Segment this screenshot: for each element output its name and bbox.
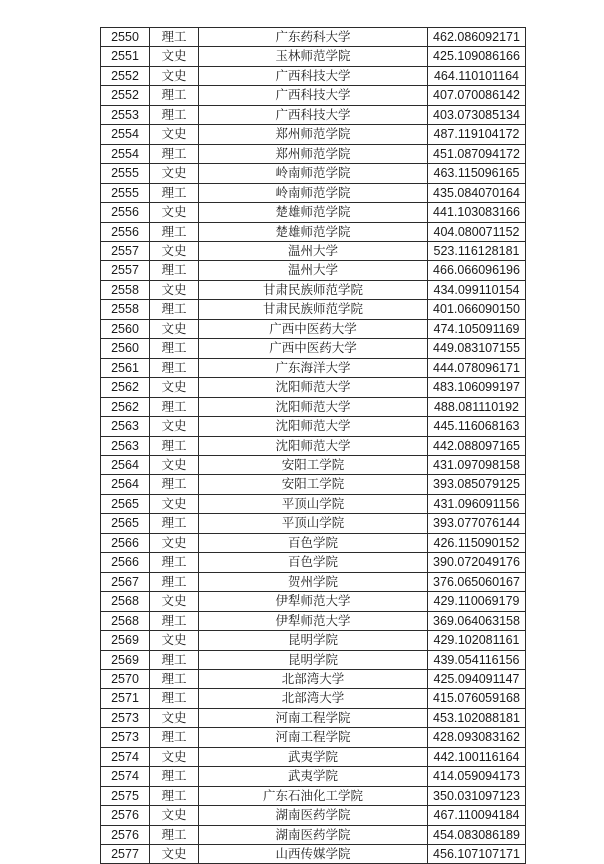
table-row	[101, 66, 526, 85]
cell-category: 理工	[150, 669, 199, 688]
table-row	[101, 358, 526, 377]
cell-score: 487.119104172	[428, 125, 526, 144]
cell-category: 理工	[150, 397, 199, 416]
cell-score: 390.072049176	[428, 553, 526, 572]
cell-sequence-number: 2565	[101, 494, 150, 513]
cell-sequence-number: 2577	[101, 845, 150, 864]
table-row	[101, 514, 526, 533]
cell-institution-name: 湖南医药学院	[199, 806, 428, 825]
cell-score: 401.066090150	[428, 300, 526, 319]
cell-sequence-number: 2573	[101, 728, 150, 747]
cell-institution-name: 温州大学	[199, 261, 428, 280]
cell-category: 文史	[150, 66, 199, 85]
cell-sequence-number: 2574	[101, 767, 150, 786]
cell-category: 理工	[150, 650, 199, 669]
cell-score: 451.087094172	[428, 144, 526, 163]
cell-institution-name: 北部湾大学	[199, 669, 428, 688]
cell-institution-name: 楚雄师范学院	[199, 222, 428, 241]
cell-sequence-number: 2567	[101, 572, 150, 591]
table-row	[101, 845, 526, 864]
cell-category: 理工	[150, 183, 199, 202]
cell-score: 456.107107171	[428, 845, 526, 864]
cell-category: 文史	[150, 164, 199, 183]
table-row	[101, 203, 526, 222]
cell-score: 462.086092171	[428, 28, 526, 47]
cell-institution-name: 昆明学院	[199, 631, 428, 650]
table-body	[101, 28, 526, 864]
cell-sequence-number: 2558	[101, 280, 150, 299]
cell-score: 464.110101164	[428, 66, 526, 85]
cell-sequence-number: 2560	[101, 319, 150, 338]
table-row	[101, 611, 526, 630]
table-row	[101, 553, 526, 572]
cell-sequence-number: 2576	[101, 806, 150, 825]
table-row	[101, 572, 526, 591]
cell-sequence-number: 2565	[101, 514, 150, 533]
cell-institution-name: 沈阳师范大学	[199, 397, 428, 416]
cell-institution-name: 平顶山学院	[199, 494, 428, 513]
table-row	[101, 708, 526, 727]
cell-sequence-number: 2568	[101, 611, 150, 630]
cell-sequence-number: 2576	[101, 825, 150, 844]
cell-category: 理工	[150, 611, 199, 630]
cell-institution-name: 甘肃民族师范学院	[199, 300, 428, 319]
cell-score: 523.116128181	[428, 241, 526, 260]
cell-sequence-number: 2552	[101, 66, 150, 85]
cell-institution-name: 北部湾大学	[199, 689, 428, 708]
cell-sequence-number: 2563	[101, 417, 150, 436]
table-row	[101, 397, 526, 416]
cell-institution-name: 沈阳师范大学	[199, 378, 428, 397]
cell-score: 426.115090152	[428, 533, 526, 552]
cell-category: 文史	[150, 533, 199, 552]
cell-institution-name: 郑州师范学院	[199, 125, 428, 144]
cell-sequence-number: 2557	[101, 241, 150, 260]
cell-score: 431.096091156	[428, 494, 526, 513]
cell-score: 415.076059168	[428, 689, 526, 708]
cell-score: 488.081110192	[428, 397, 526, 416]
cell-institution-name: 广西科技大学	[199, 86, 428, 105]
cell-score: 454.083086189	[428, 825, 526, 844]
cell-score: 431.097098158	[428, 455, 526, 474]
cell-sequence-number: 2561	[101, 358, 150, 377]
table-row	[101, 378, 526, 397]
cell-institution-name: 平顶山学院	[199, 514, 428, 533]
cell-score: 393.085079125	[428, 475, 526, 494]
cell-score: 441.103083166	[428, 203, 526, 222]
cell-sequence-number: 2568	[101, 592, 150, 611]
cell-sequence-number: 2558	[101, 300, 150, 319]
table-row	[101, 300, 526, 319]
cell-category: 理工	[150, 261, 199, 280]
cell-institution-name: 贺州学院	[199, 572, 428, 591]
table-row	[101, 241, 526, 260]
table-row	[101, 105, 526, 124]
cell-sequence-number: 2573	[101, 708, 150, 727]
cell-category: 文史	[150, 280, 199, 299]
cell-sequence-number: 2569	[101, 650, 150, 669]
cell-score: 439.054116156	[428, 650, 526, 669]
table-row	[101, 319, 526, 338]
cell-sequence-number: 2555	[101, 164, 150, 183]
cell-sequence-number: 2566	[101, 533, 150, 552]
cell-category: 文史	[150, 203, 199, 222]
cell-score: 449.083107155	[428, 339, 526, 358]
cell-institution-name: 伊犁师范大学	[199, 592, 428, 611]
cell-sequence-number: 2550	[101, 28, 150, 47]
table-row	[101, 144, 526, 163]
cell-sequence-number: 2569	[101, 631, 150, 650]
cell-score: 453.102088181	[428, 708, 526, 727]
cell-sequence-number: 2551	[101, 47, 150, 66]
table-row	[101, 669, 526, 688]
cell-sequence-number: 2563	[101, 436, 150, 455]
cell-score: 435.084070164	[428, 183, 526, 202]
cell-category: 理工	[150, 28, 199, 47]
cell-score: 414.059094173	[428, 767, 526, 786]
cell-category: 理工	[150, 514, 199, 533]
cell-score: 445.116068163	[428, 417, 526, 436]
cell-institution-name: 广西中医药大学	[199, 319, 428, 338]
cell-score: 376.065060167	[428, 572, 526, 591]
cell-category: 理工	[150, 767, 199, 786]
cell-category: 文史	[150, 708, 199, 727]
cell-institution-name: 湖南医药学院	[199, 825, 428, 844]
cell-score: 444.078096171	[428, 358, 526, 377]
table-row	[101, 806, 526, 825]
table-row	[101, 47, 526, 66]
cell-sequence-number: 2555	[101, 183, 150, 202]
cell-category: 文史	[150, 806, 199, 825]
cell-category: 理工	[150, 689, 199, 708]
cell-institution-name: 广西科技大学	[199, 66, 428, 85]
table-row	[101, 222, 526, 241]
cell-institution-name: 武夷学院	[199, 767, 428, 786]
cell-category: 理工	[150, 572, 199, 591]
cell-sequence-number: 2552	[101, 86, 150, 105]
cell-score: 463.115096165	[428, 164, 526, 183]
cell-category: 理工	[150, 553, 199, 572]
cell-sequence-number: 2564	[101, 475, 150, 494]
cell-category: 文史	[150, 319, 199, 338]
cell-score: 425.094091147	[428, 669, 526, 688]
cell-sequence-number: 2575	[101, 786, 150, 805]
cell-score: 429.110069179	[428, 592, 526, 611]
table-row	[101, 767, 526, 786]
cell-institution-name: 武夷学院	[199, 747, 428, 766]
cell-institution-name: 沈阳师范大学	[199, 417, 428, 436]
cell-score: 425.109086166	[428, 47, 526, 66]
cell-sequence-number: 2562	[101, 397, 150, 416]
cell-score: 467.110094184	[428, 806, 526, 825]
cell-institution-name: 安阳工学院	[199, 475, 428, 494]
cell-institution-name: 河南工程学院	[199, 728, 428, 747]
cell-score: 404.080071152	[428, 222, 526, 241]
cell-sequence-number: 2571	[101, 689, 150, 708]
cell-category: 文史	[150, 125, 199, 144]
cell-score: 393.077076144	[428, 514, 526, 533]
cell-category: 文史	[150, 378, 199, 397]
cell-category: 文史	[150, 845, 199, 864]
cell-sequence-number: 2556	[101, 222, 150, 241]
table-row	[101, 494, 526, 513]
cell-category: 理工	[150, 300, 199, 319]
table-row	[101, 592, 526, 611]
cell-score: 474.105091169	[428, 319, 526, 338]
cell-institution-name: 玉林师范学院	[199, 47, 428, 66]
cell-institution-name: 伊犁师范大学	[199, 611, 428, 630]
table-row	[101, 825, 526, 844]
table-row	[101, 164, 526, 183]
cell-category: 理工	[150, 436, 199, 455]
cell-institution-name: 岭南师范学院	[199, 164, 428, 183]
cell-sequence-number: 2566	[101, 553, 150, 572]
cell-category: 文史	[150, 455, 199, 474]
cell-score: 434.099110154	[428, 280, 526, 299]
cell-score: 442.100116164	[428, 747, 526, 766]
cell-institution-name: 郑州师范学院	[199, 144, 428, 163]
cell-category: 文史	[150, 417, 199, 436]
table-row	[101, 455, 526, 474]
table-row	[101, 728, 526, 747]
cell-institution-name: 河南工程学院	[199, 708, 428, 727]
cell-sequence-number: 2564	[101, 455, 150, 474]
cell-institution-name: 百色学院	[199, 553, 428, 572]
cell-category: 理工	[150, 825, 199, 844]
cell-sequence-number: 2570	[101, 669, 150, 688]
cell-score: 350.031097123	[428, 786, 526, 805]
cell-score: 466.066096196	[428, 261, 526, 280]
cell-institution-name: 广东海洋大学	[199, 358, 428, 377]
table-row	[101, 339, 526, 358]
cell-category: 理工	[150, 786, 199, 805]
cell-category: 文史	[150, 747, 199, 766]
cell-category: 文史	[150, 592, 199, 611]
cell-category: 理工	[150, 105, 199, 124]
table-row	[101, 261, 526, 280]
cell-category: 理工	[150, 358, 199, 377]
cell-institution-name: 山西传媒学院	[199, 845, 428, 864]
table-row	[101, 631, 526, 650]
cell-institution-name: 广东石油化工学院	[199, 786, 428, 805]
cell-institution-name: 楚雄师范学院	[199, 203, 428, 222]
cell-category: 理工	[150, 86, 199, 105]
table-row	[101, 650, 526, 669]
cell-sequence-number: 2554	[101, 144, 150, 163]
cell-score: 369.064063158	[428, 611, 526, 630]
cell-institution-name: 甘肃民族师范学院	[199, 280, 428, 299]
table-row	[101, 533, 526, 552]
table-row	[101, 475, 526, 494]
cell-sequence-number: 2574	[101, 747, 150, 766]
table-row	[101, 280, 526, 299]
cell-sequence-number: 2560	[101, 339, 150, 358]
cell-sequence-number: 2556	[101, 203, 150, 222]
cell-institution-name: 广西科技大学	[199, 105, 428, 124]
table-row	[101, 417, 526, 436]
table-row	[101, 786, 526, 805]
cell-institution-name: 安阳工学院	[199, 455, 428, 474]
table-row	[101, 28, 526, 47]
cell-sequence-number: 2553	[101, 105, 150, 124]
cell-institution-name: 岭南师范学院	[199, 183, 428, 202]
cell-category: 理工	[150, 339, 199, 358]
cell-category: 文史	[150, 494, 199, 513]
cell-institution-name: 温州大学	[199, 241, 428, 260]
cell-category: 理工	[150, 222, 199, 241]
cell-category: 理工	[150, 144, 199, 163]
cell-institution-name: 广东药科大学	[199, 28, 428, 47]
cell-score: 407.070086142	[428, 86, 526, 105]
table-row	[101, 436, 526, 455]
cell-category: 理工	[150, 475, 199, 494]
table-row	[101, 747, 526, 766]
cell-category: 文史	[150, 47, 199, 66]
table-row	[101, 125, 526, 144]
cell-sequence-number: 2554	[101, 125, 150, 144]
cell-category: 文史	[150, 631, 199, 650]
cell-score: 403.073085134	[428, 105, 526, 124]
table-row	[101, 86, 526, 105]
cell-sequence-number: 2557	[101, 261, 150, 280]
cell-score: 442.088097165	[428, 436, 526, 455]
table-row	[101, 689, 526, 708]
cell-category: 理工	[150, 728, 199, 747]
cell-institution-name: 沈阳师范大学	[199, 436, 428, 455]
cell-institution-name: 百色学院	[199, 533, 428, 552]
cell-institution-name: 广西中医药大学	[199, 339, 428, 358]
table-row	[101, 183, 526, 202]
admission-score-table	[100, 27, 526, 864]
cell-score: 483.106099197	[428, 378, 526, 397]
cell-score: 429.102081161	[428, 631, 526, 650]
cell-institution-name: 昆明学院	[199, 650, 428, 669]
cell-category: 文史	[150, 241, 199, 260]
cell-score: 428.093083162	[428, 728, 526, 747]
cell-sequence-number: 2562	[101, 378, 150, 397]
